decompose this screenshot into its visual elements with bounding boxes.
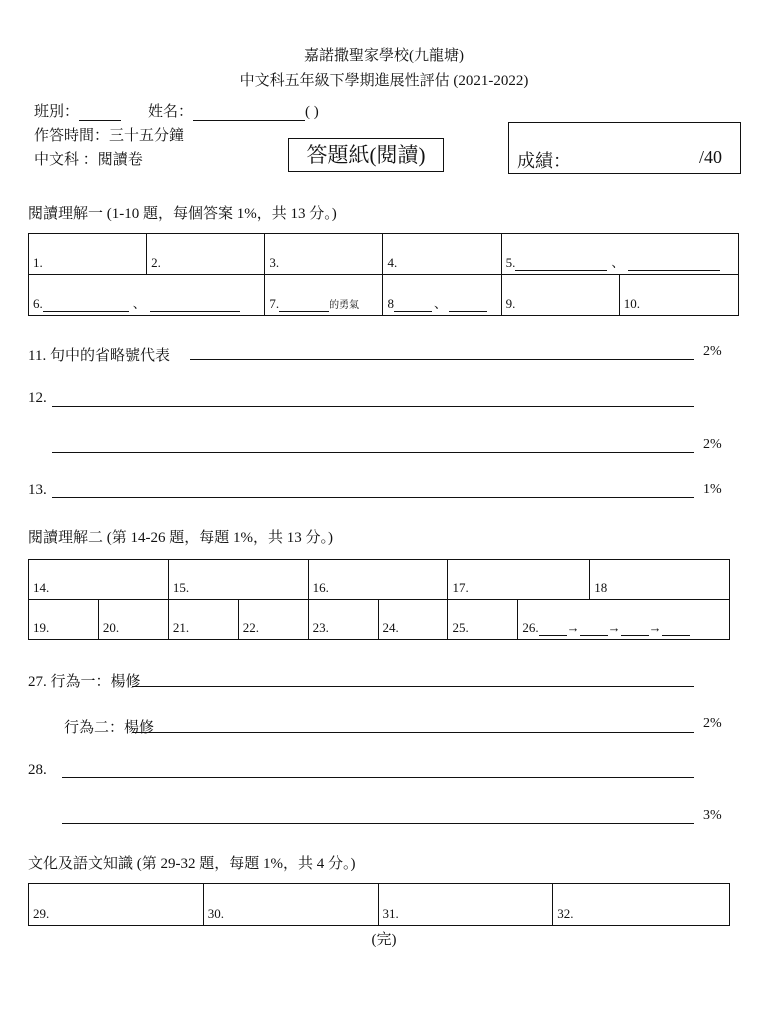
answer-cell-23[interactable]: 23.: [308, 600, 378, 640]
class-number-paren: ( ): [305, 104, 319, 120]
answer-cell-29[interactable]: 29.: [29, 884, 204, 926]
answer-cell-18[interactable]: 18: [590, 560, 730, 600]
q28-label: 28.: [28, 762, 47, 778]
answer-cell-19[interactable]: 19.: [29, 600, 99, 640]
q13-label: 13.: [28, 482, 47, 498]
q27-label-2: 行為二：楊修: [64, 720, 155, 736]
answer-cell-6[interactable]: 6. 、: [29, 275, 265, 316]
section2-answer-table: [28, 559, 730, 640]
q27-answer-line-1[interactable]: [132, 686, 694, 687]
score-total: /40: [699, 147, 723, 167]
answer-cell-8[interactable]: 8 、: [383, 275, 501, 316]
q12-answer-line-1[interactable]: [52, 406, 694, 407]
answer-cell-16[interactable]: 16.: [308, 560, 448, 600]
score-label: 成績：: [517, 151, 571, 171]
subject-paper: 中文科 ：閱讀卷: [34, 152, 143, 168]
answer-cell-20[interactable]: 20.: [98, 600, 168, 640]
assessment-title: 中文科五年級下學期進展性評估 (2021-2022): [239, 73, 529, 89]
section3-answer-table: [28, 883, 730, 926]
answer-cell-3[interactable]: 3.: [265, 234, 383, 275]
section1-answer-table: [28, 233, 739, 316]
time-allowed: 作答時間：三十五分鐘: [34, 128, 185, 144]
answer-cell-24[interactable]: 24.: [378, 600, 448, 640]
q12-answer-line-2[interactable]: [52, 452, 694, 453]
q27-label: 27. 行為一：楊修: [28, 674, 141, 690]
section2-heading: 閱讀理解二 (第 14-26 題，每題 1%，共 13 分。): [28, 530, 333, 546]
q11-answer-line[interactable]: [190, 359, 694, 360]
q13-answer-line[interactable]: [52, 497, 694, 498]
answer-cell-9[interactable]: 9.: [501, 275, 619, 316]
q11-label: 11. 句中的省略號代表: [28, 348, 170, 364]
answer-cell-22[interactable]: 22.: [238, 600, 308, 640]
answer-cell-25[interactable]: 25.: [448, 600, 518, 640]
name-label: 姓名：: [148, 104, 194, 120]
answer-cell-30[interactable]: 30.: [203, 884, 378, 926]
answer-sheet-title: 答題紙(閱讀): [306, 143, 426, 167]
q11-marks: 2%: [703, 344, 722, 359]
answer-cell-14[interactable]: 14.: [29, 560, 169, 600]
q13-marks: 1%: [703, 482, 722, 497]
end-marker: (完): [371, 932, 397, 948]
answer-sheet-title-box: [288, 138, 444, 172]
answer-cell-26[interactable]: 26. → → →: [518, 600, 730, 640]
answer-cell-5[interactable]: 5. 、: [501, 234, 738, 275]
school-name: 嘉諾撒聖家學校(九龍塘): [304, 48, 464, 64]
q27-answer-line-2[interactable]: [132, 732, 694, 733]
answer-cell-32[interactable]: 32.: [553, 884, 730, 926]
answer-cell-4[interactable]: 4.: [383, 234, 501, 275]
answer-cell-15[interactable]: 15.: [168, 560, 308, 600]
q27-name-1: 楊修: [110, 674, 141, 690]
answer-cell-10[interactable]: 10.: [619, 275, 738, 316]
answer-cell-31[interactable]: 31.: [378, 884, 553, 926]
answer-cell-17[interactable]: 17.: [448, 560, 590, 600]
section3-heading: 文化及語文知識 (第 29-32 題，每題 1%，共 4 分。): [28, 856, 356, 872]
name-blank[interactable]: [193, 106, 305, 121]
q27-marks: 2%: [703, 716, 722, 731]
q12-label: 12.: [28, 390, 47, 406]
q28-answer-line-1[interactable]: [62, 777, 694, 778]
class-blank[interactable]: [79, 106, 121, 121]
class-field: [34, 100, 121, 121]
q12-marks: 2%: [703, 437, 722, 452]
section1-heading: 閱讀理解一 (1-10 題，每個答案 1%，共 13 分。): [28, 206, 337, 222]
score-box: [508, 122, 741, 174]
answer-cell-2[interactable]: 2.: [147, 234, 265, 275]
answer-cell-21[interactable]: 21.: [168, 600, 238, 640]
q27-name-2: 楊修: [124, 720, 155, 736]
class-label: 班別：: [34, 104, 80, 120]
q28-answer-line-2[interactable]: [62, 823, 694, 824]
name-field: [148, 100, 319, 121]
q28-marks: 3%: [703, 808, 722, 823]
answer-cell-1[interactable]: 1.: [29, 234, 147, 275]
answer-cell-7[interactable]: 7. 的勇氣: [265, 275, 383, 316]
